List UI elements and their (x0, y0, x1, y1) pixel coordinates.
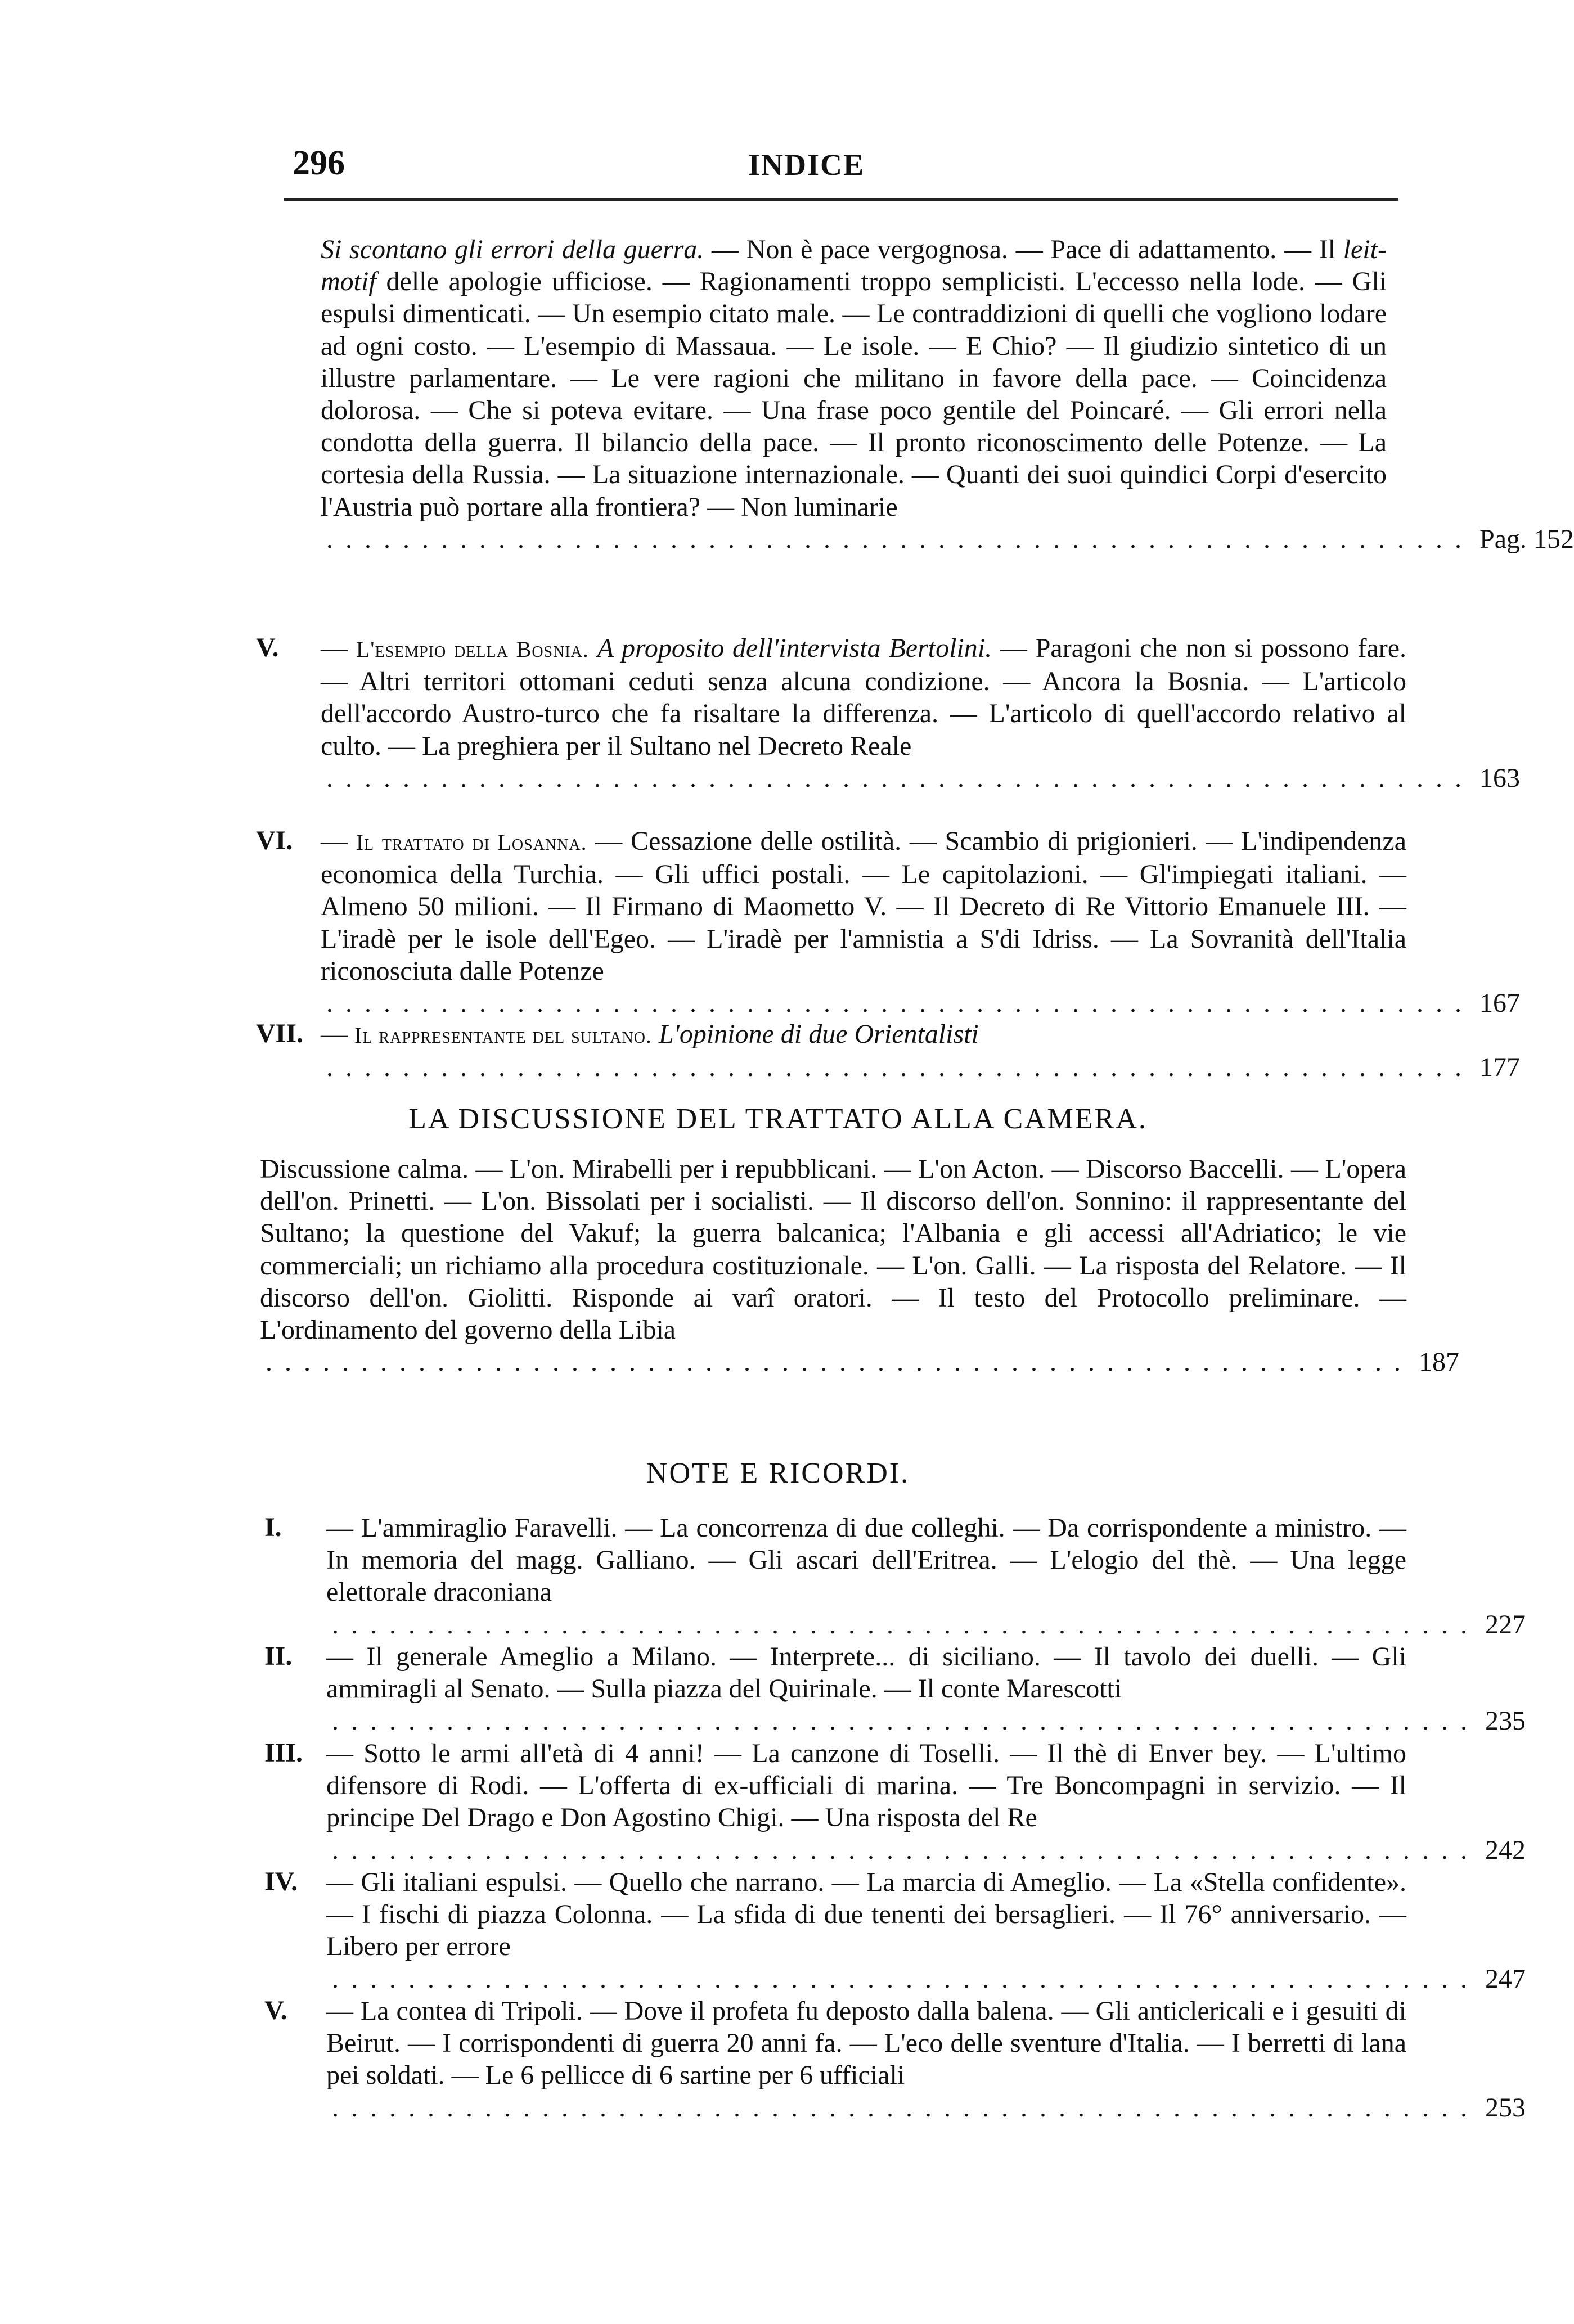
entry-topics: — Il generale Ameglio a Milano. — Interprete... di siciliano. — Il tavolo dei duelli. — Gli ammiragli al Senato. — Sulla piazza del Quirinale. — Il conte Marescotti (326, 1642, 1406, 1704)
entry-subtitle: Si scontano gli errori della guerra. (321, 235, 704, 264)
dot-leader: ............................................................ (332, 1609, 1479, 1640)
dot-leader: ............................................................ (332, 1835, 1479, 1865)
entry-topics: — Paragoni che non si possono fare. — Altri territori ottomani ceduti senza alcuna condizione. — Ancora la Bosnia. — L'articolo dell'accordo Austro-turco che fa risaltare la differenza. — L'articolo di quell'accordo relativo al culto. — La preghiera per il Sultano nel Decreto Reale (321, 633, 1407, 761)
entry-number: V. (256, 633, 279, 663)
page-ref-number: 242 (1485, 1835, 1526, 1865)
entry-text (326, 1512, 1406, 1609)
dot-leader: ............................................................ (326, 1052, 1474, 1083)
entry-number: I. (264, 1512, 282, 1542)
entry-number: II. (264, 1641, 293, 1671)
page-reference (326, 1963, 1526, 1995)
entry-topics: — Gli italiani espulsi. — Quello che narrano. — La marcia di Ameglio. — La «Stella confidente». — I fischi di piazza Colonna. — La sfida di due tenenti dei bersaglieri. — Il 76° anniversario. — Libero per errore (326, 1867, 1406, 1962)
index-entry (326, 1995, 1526, 2124)
index-entry (321, 233, 1574, 555)
entry-topics: — La contea di Tripoli. — Dove il profeta fu deposto dalla balena. — Gli anticlericali e i gesuiti di Beirut. — I corrispondenti di guerra 20 anni fa. — L'eco delle sventure d'Italia. — I berretti di lana pei soldati. — Le 6 pellicce di 6 sartine per 6 ufficiali (326, 1996, 1406, 2091)
page-reference (321, 762, 1520, 794)
dot-leader: ............................................................ (332, 1963, 1479, 1994)
page-reference (321, 523, 1574, 555)
index-entry (321, 1018, 1520, 1083)
page-reference (260, 1346, 1459, 1378)
entry-topics (589, 633, 597, 663)
page-reference (326, 1609, 1526, 1641)
entry-number: V. (264, 1996, 287, 2025)
entry-text (326, 1737, 1406, 1834)
dot-leader: ............................................................ (332, 2092, 1479, 2123)
page-ref-number: 187 (1419, 1347, 1459, 1377)
index-entry (326, 1866, 1526, 1995)
entry-text (321, 632, 1406, 762)
dot-leader: ............................................................ (332, 1706, 1479, 1736)
page-reference (321, 1051, 1520, 1083)
entry-subtitle: L'opinione di due Orientalisti (658, 1019, 979, 1049)
page-reference (326, 1705, 1526, 1737)
entry-topics: — Sotto le armi all'età di 4 anni! — La canzone di Toselli. — Il thè di Enver bey. — L'ultimo difensore di Rodi. — L'offerta di ex-ufficiali di marina. — Tre Boncompagni in servizio. — Il principe Del Drago e Don Agostino Chigi. — Una risposta del Re (326, 1739, 1406, 1833)
entry-text (260, 1153, 1406, 1346)
index-entry (326, 1512, 1526, 1641)
index-entry (321, 632, 1520, 794)
page-ref-number: 163 (1479, 763, 1520, 793)
entry-text (321, 233, 1387, 523)
entry-number: III. (264, 1738, 303, 1768)
entry-topics: delle apologie ufficiose. — Ragionamenti troppo semplicisti. L'eccesso nella lode. — Gli espulsi dimenticati. — Un esempio citato male. — Le contraddizioni di quelli che vogliono lodare ad ogni costo. — L'esempio di Massaua. — Le isole. — E Chio? — Il giudizio sintetico di un illustre parlamentare. — Le vere ragioni che militano in favore della pace. — Coincidenza dolorosa. — Che si poteva evitare. — Una frase poco gentile del Poincaré. — Gli errori nella condotta della guerra. Il bilancio della pace. — Il pronto riconoscimento delle Potenze. — La cortesia della Russia. — La situazione internazionale. — Quanti dei suoi quindici Corpi d'esercito l'Austria può portare alla frontiera? — Non luminarie (321, 267, 1387, 522)
section-heading: NOTE E RICORDI. (646, 1457, 910, 1489)
entry-topics: — Cessazione delle ostilità. — Scambio di prigionieri. — L'indipendenza economica della Turchia. — Gli uffici postali. — Le capitolazioni. — Gl'impiegati italiani. — Almeno 50 milioni. — Il Firmano di Maometto V. — Il Decreto di Re Vittorio Emanuele III. — L'iradè per le isole dell'Egeo. — L'iradè per l'amnistia a S'di Idriss. — La Sovranità dell'Italia riconosciuta dalle Potenze (321, 826, 1407, 986)
entry-number: IV. (264, 1867, 298, 1897)
page-ref-number: 253 (1485, 2092, 1526, 2123)
index-entry (260, 1153, 1459, 1378)
section-heading: LA DISCUSSIONE DEL TRATTATO ALLA CAMERA. (408, 1103, 1148, 1135)
index-entry (321, 825, 1520, 1019)
entry-title: L'esempio della Bosnia. (356, 637, 589, 662)
dot-leader: ............................................................ (326, 763, 1474, 793)
entry-topics (652, 1019, 659, 1049)
entry-title: Il rappresentante del sultano. (354, 1023, 652, 1048)
entry-text (321, 1018, 1406, 1051)
entry-topics: — Non è pace vergognosa. — Pace di adattamento. — Il (704, 235, 1343, 264)
dot-leader: ............................................................ (266, 1347, 1413, 1377)
entry-title: Il trattato di Losanna. (356, 830, 587, 855)
page-ref-number: Pag. 152 (1479, 524, 1574, 554)
page-reference (326, 2092, 1526, 2124)
entry-number: VI. (256, 826, 293, 855)
dot-leader: ............................................................ (326, 988, 1474, 1019)
entry-number: VII. (256, 1019, 304, 1048)
entry-text (321, 825, 1406, 987)
entry-topics: — (321, 1019, 354, 1049)
entry-subtitle: A proposito dell'intervista Bertolini. (597, 633, 992, 663)
page-number: 296 (293, 144, 345, 182)
header-rule (284, 198, 1398, 201)
page-ref-number: 167 (1479, 988, 1520, 1019)
index-entry (326, 1737, 1526, 1866)
entry-topics: — (321, 633, 356, 663)
entry-topics: — (321, 826, 356, 856)
index-entry (326, 1641, 1526, 1737)
page-reference (321, 987, 1520, 1019)
entry-text (326, 1995, 1406, 2092)
entry-text (326, 1641, 1406, 1705)
page-ref-number: 235 (1485, 1706, 1526, 1736)
entry-topics: — L'ammiraglio Faravelli. — La concorrenza di due colleghi. — Da corrispondente a ministro. — In memoria del magg. Galliano. — Gli ascari dell'Eritrea. — L'elogio del thè. — Una legge elettorale draconiana (326, 1513, 1406, 1607)
page-reference (326, 1834, 1526, 1866)
dot-leader: ............................................................ (326, 524, 1474, 554)
entry-topics: Discussione calma. — L'on. Mirabelli per i repubblicani. — L'on Acton. — Discorso Baccelli. — L'opera dell'on. Prinetti. — L'on. Bissolati per i socialisti. — Il discorso dell'on. Sonnino: il rappresentante del Sultano; la questione del Vakuf; la guerra balcanica; l'Albania e gli accessi all'Adriatico; le vie commerciali; un richiamo alla procedura costituzionale. — L'on. Galli. — La risposta del Relatore. — Il discorso dell'on. Giolitti. Risponde ai varî oratori. — Il testo del Protocollo preliminare. — L'ordinamento del governo della Libia (260, 1154, 1406, 1345)
page-ref-number: 247 (1485, 1963, 1526, 1994)
entry-subtitle: leit-motif (321, 235, 1387, 297)
page-ref-number: 177 (1479, 1052, 1520, 1083)
entry-text (326, 1866, 1406, 1963)
page-ref-number: 227 (1485, 1609, 1526, 1640)
running-title: INDICE (748, 148, 865, 182)
